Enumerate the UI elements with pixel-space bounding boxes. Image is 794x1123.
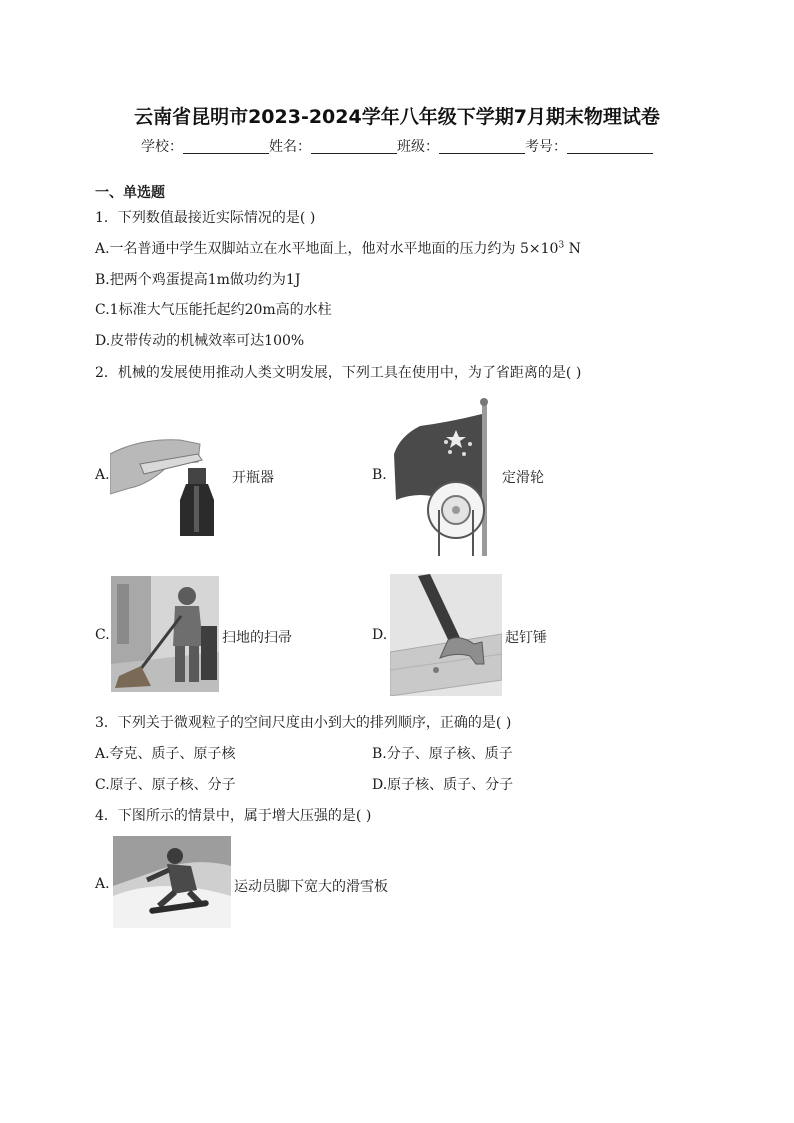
q2-option-d-label: 起钉锤 [505,630,547,646]
q2-option-a-label: 开瓶器 [232,470,274,486]
q3-option-a: A.夸克、质子、原子核 [95,746,236,762]
claw-hammer-image [390,574,502,696]
q2-stem: 2．机械的发展使用推动人类文明发展，下列工具在使用中，为了省距离的是( ) [95,365,582,381]
q3-option-c: C.原子、原子核、分子 [95,777,236,793]
q4-option-a-letter: A. [95,876,110,892]
q1-option-c: C.1标准大气压能托起约20m高的水柱 [95,302,332,318]
q1-option-a-text: A.一名普通中学生双脚站立在水平地面上，他对水平地面的压力约为 5×10 [95,241,559,257]
q1-option-a-exponent: 3 [558,240,565,251]
q2-option-c-label: 扫地的扫帚 [222,630,292,646]
class-label: 班级： [397,139,439,155]
school-label: 学校： [141,139,183,155]
q2-option-d-letter: D. [372,627,388,643]
q3-stem: 3．下列关于微观粒子的空间尺度由小到大的排列顺序，正确的是( ) [95,715,512,731]
name-label: 姓名： [269,139,311,155]
q3-option-d: D.原子核、质子、分子 [372,777,514,793]
q3-option-b: B.分子、原子核、质子 [372,746,513,762]
broom-sweeper-image [111,576,219,692]
bottle-opener-image [110,424,228,536]
exam-number-blank[interactable] [567,139,653,154]
student-info-line [0,136,794,156]
page-title: 云南省昆明市2023-2024学年八年级下学期7月期末物理试卷 [134,106,660,128]
q1-option-a [95,238,581,258]
q4-stem: 4．下图所示的情景中，属于增大压强的是( ) [95,808,372,824]
q4-option-a-label: 运动员脚下宽大的滑雪板 [234,879,388,895]
q1-option-b: B.把两个鸡蛋提高1m做功约为1J [95,272,301,288]
q1-stem: 1．下列数值最接近实际情况的是( ) [95,210,316,226]
q2-option-b-label: 定滑轮 [502,470,544,486]
q2-option-b-letter: B. [372,467,387,483]
snowboarder-image [113,836,231,928]
exam-number-label: 考号： [525,139,567,155]
class-blank[interactable] [439,139,525,154]
q2-option-c-letter: C. [95,627,110,643]
q2-option-a-letter: A. [95,467,110,483]
q1-option-d: D.皮带传动的机械效率可达100% [95,333,305,349]
school-blank[interactable] [183,139,269,154]
section-heading: 一、单选题 [95,185,165,201]
flag-pulley-image [390,396,498,558]
name-blank[interactable] [311,139,397,154]
q1-option-a-unit: N [564,241,581,257]
